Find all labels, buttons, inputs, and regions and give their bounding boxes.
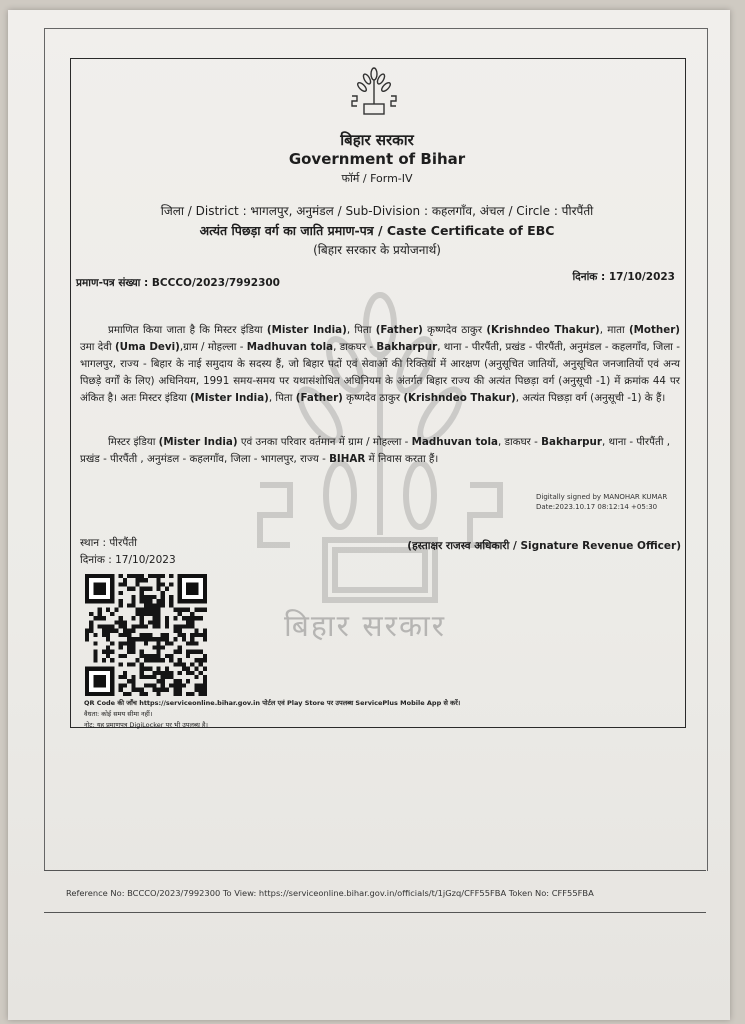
digital-signature-signer: Digitally signed by MANOHAR KUMAR (536, 493, 668, 501)
header-english-title: Government of Bihar (288, 150, 466, 168)
certificate-number-label: प्रमाण-पत्र संख्या : (76, 277, 152, 289)
qr-note-line-1: QR Code की जाँच https://serviceonline.bihar.gov.in पोर्टल एवं Play Store पर उपलब्ध ServicePlus Mobile App से करें। (84, 699, 461, 707)
watermark-text: बिहार सरकार (284, 609, 447, 644)
mother-name-hi: उमा देवी (80, 341, 115, 353)
mother-name-en: (Uma Devi) (114, 341, 180, 353)
certificate-body-paragraph-1 (80, 322, 680, 407)
post-office-name: Bakharpur (541, 436, 602, 448)
qr-note-line-3: नोट: यह प्रमाणपत्र DigiLocker पर भी उपलब्ध है। (84, 721, 208, 729)
body-text: मिस्टर इंडिया (108, 436, 159, 448)
reference-line: Reference No: BCCCO/2023/7992300 To View: https://serviceonline.bihar.gov.in/officials/t/1jGzq/CFF55FBA Token No: CFF55FBA (66, 888, 594, 898)
state-name: BIHAR (329, 453, 366, 465)
certificate-purpose: (बिहार सरकार के प्रयोजनार्थ) (313, 243, 441, 257)
village-name: Madhuvan tola (246, 341, 334, 353)
issue-date-label: दिनांक : (572, 271, 609, 283)
bihar-emblem-icon (348, 66, 400, 118)
digital-signature-date: Date:2023.10.17 08:12:14 +05:30 (536, 503, 658, 511)
applicant-name-en: (Mister India) (158, 436, 238, 448)
father-name-en: (Krishndeo Thakur) (403, 392, 516, 404)
post-office-name: Bakharpur (376, 341, 438, 353)
mother-label-en: (Mother) (628, 324, 680, 336)
body-text: ,ग्राम / मोहल्ला - (179, 341, 247, 353)
body-text: , थाना - पीरपैंती, प्रखंड - पीरपैंती, अनुमंडल - कहलगाँव, जिला - भागलपुर, राज्य - बिहार के नाई समुदाय के सदस्य हैं, जो बिहार पदों एवं सेवाओं की रिक्तियों में आरक्षण (अनुसूचित जातियों, अनुसूचित जनजातियों एवं अन्य पिछड़े वर्गों के लिए) अधिनियम, 1991 समय-समय पर यथासंशोधित अधिनियम के अंतर्गत बिहार राज्य की अत्यंत पिछड़ा वर्ग (अनुसूची -1) में क्रमांक 44 पर अंकित है। अतः मिस्टर इंडिया (80, 341, 680, 404)
father-name-hi: कृष्णदेव ठाकुर (342, 392, 404, 404)
body-text: , डाकघर - (497, 436, 542, 448)
district-line: जिला / District : भागलपुर, अनुमंडल / Sub-Division : कहलगाँव, अंचल / Circle : पीरपैंती (160, 204, 594, 218)
footer-rule-top (44, 870, 706, 871)
certificate-title: अत्यंत पिछड़ा वर्ग का जाति प्रमाण-पत्र / Caste Certificate of EBC (199, 223, 555, 238)
qr-code-icon (85, 574, 207, 696)
issue-date-value: 17/10/2023 (608, 271, 675, 283)
father-name-hi: कृष्णदेव ठाकुर (422, 324, 487, 336)
signatory: (हस्ताक्षर राजस्व अधिकारी / Signature Revenue Officer) (407, 540, 681, 552)
issue-date (572, 270, 675, 284)
certificate-body-paragraph-2 (80, 434, 680, 468)
digital-signature (536, 492, 667, 512)
applicant-name-en: (Mister India) (266, 324, 347, 336)
applicant-name-en: (Mister India) (189, 392, 269, 404)
body-text: , पिता (346, 324, 376, 336)
header-hindi-title: बिहार सरकार (340, 131, 414, 149)
body-text: प्रमाणित किया जाता है कि मिस्टर इंडिया (108, 324, 267, 336)
place: स्थान : पीरपैंती (80, 537, 137, 549)
father-name-en: (Krishndeo Thakur) (486, 324, 600, 336)
village-name: Madhuvan tola (411, 436, 498, 448)
body-text: , डाकघर - (333, 341, 377, 353)
qr-note-line-2: वैधता: कोई समय सीमा नहीं। (84, 710, 153, 718)
body-text: एवं उनका परिवार वर्तमान में ग्राम / मोहल्ला - (237, 436, 412, 448)
certificate-number-value: BCCCO/2023/7992300 (151, 277, 280, 289)
body-text: में निवास करता हैं। (365, 453, 439, 465)
certificate-number (76, 276, 280, 290)
body-text: , माता (599, 324, 629, 336)
place-date: दिनांक : 17/10/2023 (80, 554, 176, 566)
body-text: , अत्यंत पिछड़ा वर्ग (अनुसूची -1) के हैं। (515, 392, 666, 404)
footer-rule-bottom (44, 912, 706, 913)
body-text: , पिता (268, 392, 296, 404)
body-text: , थाना - पीरपैंती , प्रखंड - पीरपैंती , अनुमंडल - कहलगाँव, जिला - भागलपुर, राज्य - (80, 436, 671, 465)
form-number: फॉर्म / Form-IV (341, 172, 413, 185)
father-label-en: (Father) (375, 324, 423, 336)
father-label-en: (Father) (295, 392, 343, 404)
qr-note (84, 698, 460, 731)
